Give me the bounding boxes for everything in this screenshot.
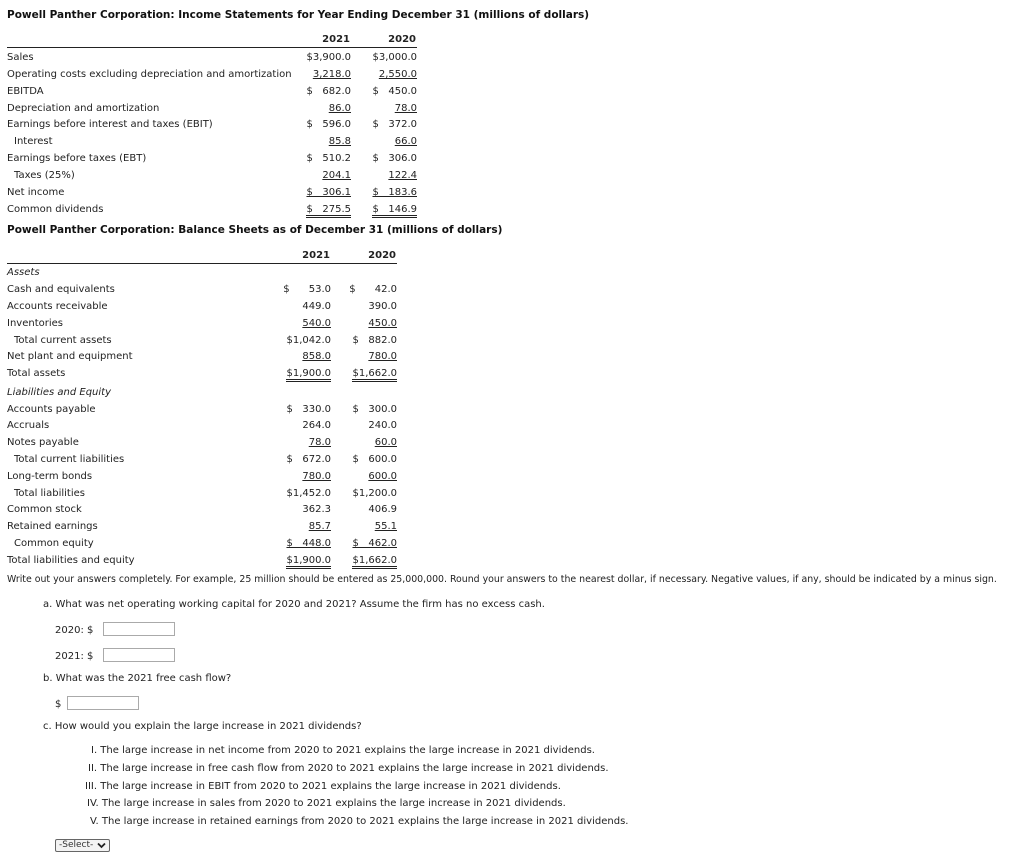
income-value-2020: $ 372.0 [372, 119, 417, 130]
income-value-2021: 204.1 [322, 170, 351, 181]
nowc-2021-input[interactable] [103, 648, 175, 662]
part-b-question: b. What was the 2021 free cash flow? [43, 673, 232, 684]
balance-label: Net plant and equipment [7, 351, 133, 362]
part-c-option: V. The large increase in retained earnings from 2020 to 2021 explains the large increase in 2021 dividends. [90, 816, 629, 827]
balance-label: Cash and equivalents [7, 284, 115, 295]
balance-label: Notes payable [7, 437, 79, 448]
income-value-2020: $ 306.0 [372, 153, 417, 164]
income-value-2021: 3,218.0 [312, 69, 351, 80]
assets-heading: Assets [7, 267, 40, 278]
select-value: -Select- [59, 840, 94, 850]
part-c-question: c. How would you explain the large increase in 2021 dividends? [43, 721, 362, 732]
income-col-2020: 2020 [388, 34, 416, 45]
liabilities-heading: Liabilities and Equity [7, 387, 112, 398]
balance-label: Total liabilities [14, 488, 85, 499]
balance-label: Common equity [14, 538, 94, 549]
balance-label: Total current liabilities [14, 454, 125, 465]
fcf-2021-input[interactable] [67, 696, 139, 710]
chevron-down-icon [97, 842, 106, 849]
balance-value-2020: 406.9 [368, 504, 397, 515]
balance-label: Accounts payable [7, 404, 96, 415]
income-label-net-income: Net income [7, 187, 65, 198]
income-label-taxes: Taxes (25%) [14, 170, 75, 181]
balance-value-2021: $ 330.0 [286, 404, 331, 415]
balance-value-2021: $1,042.0 [286, 335, 331, 346]
part-a-2020-label: 2020: $ [55, 625, 94, 636]
balance-value-2021: 780.0 [302, 471, 331, 482]
balance-sheet-title: Powell Panther Corporation: Balance Sheets as of December 31 (millions of dollars) [7, 224, 503, 236]
balance-value-2020: $ 882.0 [352, 335, 397, 346]
balance-value-2021: 85.7 [308, 521, 331, 532]
income-value-2020: $ 146.9 [372, 204, 417, 218]
nowc-2020-input[interactable] [103, 622, 175, 636]
balance-value-2020: 390.0 [368, 301, 397, 312]
income-value-2021: $3,900.0 [306, 52, 351, 63]
balance-value-2020: 60.0 [374, 437, 397, 448]
income-value-2020: 122.4 [388, 170, 417, 181]
income-header-rule [7, 47, 417, 48]
income-value-2021: 86.0 [328, 103, 351, 114]
balance-value-2020: $1,662.0 [352, 368, 397, 382]
income-label-dividends: Common dividends [7, 204, 104, 215]
balance-value-2021: $1,452.0 [286, 488, 331, 499]
income-value-2021: $ 510.2 [306, 153, 351, 164]
part-a-question: a. What was net operating working capital for 2020 and 2021? Assume the firm has no excess cash. [43, 599, 545, 610]
income-value-2021: $ 306.1 [306, 187, 351, 198]
income-value-2020: 78.0 [394, 103, 417, 114]
balance-label: Total current assets [14, 335, 112, 346]
balance-value-2021: 858.0 [302, 351, 331, 362]
income-label-opcosts: Operating costs excluding depreciation and amortization [7, 69, 292, 80]
balance-label: Common stock [7, 504, 82, 515]
balance-value-2021: 264.0 [302, 420, 331, 431]
balance-value-2021: $ 53.0 [283, 284, 331, 295]
income-col-2021: 2021 [322, 34, 350, 45]
balance-label: Accruals [7, 420, 50, 431]
balance-value-2020: $ 42.0 [349, 284, 397, 295]
balance-value-2020: $ 300.0 [352, 404, 397, 415]
part-c-option: II. The large increase in free cash flow from 2020 to 2021 explains the large increase in 2021 dividends. [88, 763, 609, 774]
balance-value-2020: $1,662.0 [352, 555, 397, 569]
income-value-2021: $ 596.0 [306, 119, 351, 130]
balance-value-2021: $ 448.0 [286, 538, 331, 549]
part-b-currency: $ [55, 699, 62, 710]
income-value-2020: $ 450.0 [372, 86, 417, 97]
balance-value-2021: $1,900.0 [286, 555, 331, 569]
balance-value-2020: 450.0 [368, 318, 397, 329]
income-value-2020: 66.0 [394, 136, 417, 147]
part-c-option: III. The large increase in EBIT from 2020 to 2021 explains the large increase in 2021 dividends. [85, 781, 561, 792]
part-a-2021-label: 2021: $ [55, 651, 94, 662]
part-c-option: I. The large increase in net income from 2020 to 2021 explains the large increase in 2021 dividends. [91, 745, 595, 756]
income-label-ebt: Earnings before taxes (EBT) [7, 153, 147, 164]
balance-value-2021: 362.3 [302, 504, 331, 515]
balance-value-2021: 540.0 [302, 318, 331, 329]
balance-value-2020: $1,200.0 [352, 488, 397, 499]
income-label-sales: Sales [7, 52, 34, 63]
balance-label: Retained earnings [7, 521, 98, 532]
balance-label: Inventories [7, 318, 63, 329]
balance-value-2021: $ 672.0 [286, 454, 331, 465]
balance-value-2020: 240.0 [368, 420, 397, 431]
income-value-2021: $ 682.0 [306, 86, 351, 97]
income-label-ebitda: EBITDA [7, 86, 44, 97]
balance-value-2021: 449.0 [302, 301, 331, 312]
balance-value-2020: 600.0 [368, 471, 397, 482]
income-label-interest: Interest [14, 136, 53, 147]
income-value-2020: $3,000.0 [372, 52, 417, 63]
balance-col-2021: 2021 [302, 250, 330, 261]
income-value-2020: 2,550.0 [378, 69, 417, 80]
balance-value-2021: 78.0 [308, 437, 331, 448]
income-value-2021: $ 275.5 [306, 204, 351, 218]
income-label-ebit: Earnings before interest and taxes (EBIT) [7, 119, 213, 130]
instructions-text: Write out your answers completely. For example, 25 million should be entered as 25,000,000. Round your answers to the nearest dollar, if necessary. Negative values, if any, should be indicated by a minus sign. [7, 574, 997, 585]
balance-label: Total assets [7, 368, 66, 379]
balance-value-2020: 780.0 [368, 351, 397, 362]
balance-value-2020: $ 462.0 [352, 538, 397, 549]
balance-value-2021: $1,900.0 [286, 368, 331, 382]
part-c-select[interactable] [55, 839, 110, 852]
income-label-depreciation: Depreciation and amortization [7, 103, 160, 114]
balance-label: Accounts receivable [7, 301, 108, 312]
balance-value-2020: 55.1 [374, 521, 397, 532]
balance-label: Total liabilities and equity [7, 555, 135, 566]
balance-value-2020: $ 600.0 [352, 454, 397, 465]
income-value-2020: $ 183.6 [372, 187, 417, 198]
part-c-option: IV. The large increase in sales from 2020 to 2021 explains the large increase in 2021 dividends. [87, 798, 566, 809]
income-statement-title: Powell Panther Corporation: Income Statements for Year Ending December 31 (millions of dollars) [7, 9, 590, 21]
income-value-2021: 85.8 [328, 136, 351, 147]
balance-col-2020: 2020 [368, 250, 396, 261]
balance-label: Long-term bonds [7, 471, 93, 482]
balance-header-rule [7, 263, 397, 264]
